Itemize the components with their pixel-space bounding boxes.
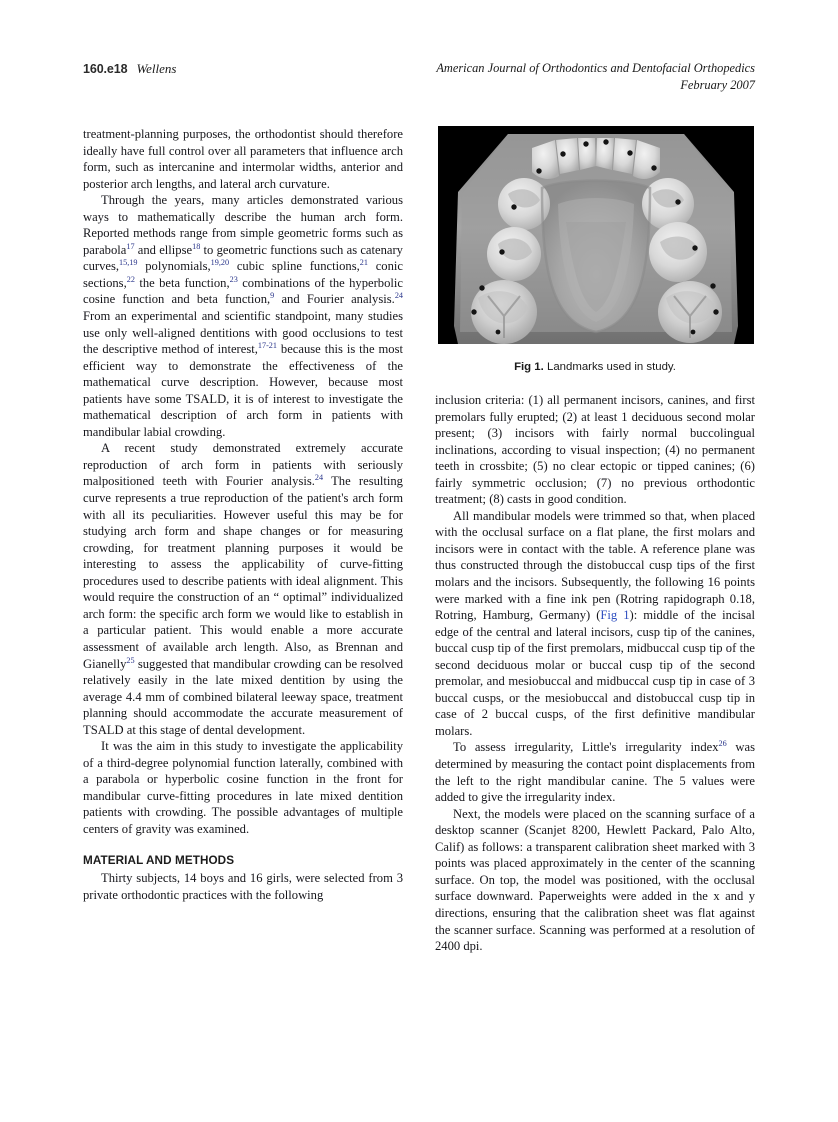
landmark-point (627, 150, 632, 155)
body-text: From an experimental and scientific standpoint, many studies use only well-aligned dentitions with good occlusions to test the descriptive method of interest, (83, 309, 403, 357)
citation-reference[interactable]: 17 (126, 241, 135, 251)
citation-reference[interactable]: 24 (314, 473, 324, 483)
paragraph (83, 738, 403, 837)
body-text: treatment-planning purposes, the orthodontist should therefore ideally have full control over all parameters that influence arch form, such as intercanine and intermolar widths, anterior and posterior arch lengths, and lateral arch curvature. (83, 127, 403, 191)
landmark-point (536, 168, 541, 173)
landmark-point (710, 283, 715, 288)
landmark-point (560, 151, 565, 156)
landmark-point (499, 249, 504, 254)
body-text: Next, the models were placed on the scanning surface of a desktop scanner (Scanjet 8200, Hewlett Packard, Palo Alto, Calif) as follows: a transparent calibration sheet marked with 3 points was placed approximately in the center of the scanning surface. On top, the model was positioned, with the occlusal surface downward. Paperweights were added in the x and y directions, ensuring that the calibration sheet was flat against the scanner surface. Scanning was performed at a resolution of 2400 dpi. (435, 806, 755, 954)
paragraph (435, 392, 755, 508)
figure-1-caption-text: Landmarks used in study. (546, 361, 676, 373)
paragraph (435, 508, 755, 740)
paragraph (435, 806, 755, 955)
running-author: Wellens (136, 61, 177, 76)
citation-reference[interactable]: 9 (270, 291, 275, 301)
landmark-point (511, 204, 516, 209)
citation-reference[interactable]: 24 (394, 291, 403, 301)
citation-reference[interactable]: 23 (229, 274, 238, 284)
figure-1-caption (435, 361, 755, 373)
running-head-left (83, 60, 176, 78)
landmark-point (603, 139, 608, 144)
landmark-point (675, 199, 680, 204)
landmark-point (651, 165, 656, 170)
paragraph (83, 440, 403, 738)
figure-1-image (438, 126, 754, 344)
citation-reference[interactable]: 26 (718, 739, 727, 749)
citation-reference[interactable]: 22 (126, 274, 135, 284)
issue-date: February 2007 (680, 78, 755, 92)
landmark-point (479, 285, 484, 290)
body-text: suggested that mandibular crowding can be resolved relatively easily in the late mixed dentition by using the average 4.4 mm of combined bilateral leeway space, treatment planning should accommodate the accurate measurement of TSALD at this stage of dental development. (83, 656, 403, 737)
body-text: combinations of the hyperbolic cosine function and beta function, (83, 275, 403, 307)
landmark-point (471, 309, 476, 314)
right-column-paragraphs (435, 392, 755, 955)
left-column (83, 126, 403, 903)
citation-reference[interactable]: 21 (359, 258, 368, 268)
tooth-lateral-incisor-left (556, 138, 579, 174)
citation-reference[interactable]: 17-21 (257, 341, 277, 351)
body-text: It was the aim in this study to investigate the applicability of a third-degree polynomial function laterally, combined with a parabola or hyperbolic cosine function in the front for mandibular curve-fitting procedures in late mixed dentition patients with crowding. The possible advantages of multiple centers of gravity was examined. (83, 739, 403, 836)
page-folio: 160.e18 (83, 62, 128, 76)
paragraph (83, 870, 403, 903)
journal-title: American Journal of Orthodontics and Dentofacial Orthopedics (436, 61, 755, 75)
body-text: All mandibular models were trimmed so that, when placed with the occlusal surface on a flat plane, the first molars and incisors were in contact with the table. A reference plane was thus constructed through the distobuccal cusp tips of the first molars and the incisors. Subsequently, the following 16 points were marked with a fine ink pen (Rotring rapidograph 0.18, Rotring, Hamburg, Germany) ( (435, 508, 755, 623)
body-text: inclusion criteria: (1) all permanent incisors, canines, and first premolars fully erupted; (2) at least 1 deciduous second molar present; (3) incisors with fairly normal buccolingual inclinations, according to visual inspection; (4) no permanent teeth in crossbite; (5) no clear ectopic or tipped canines; (6) fairly symmetric occlusion; (7) no previous orthodontic treatment; (8) casts in good condition. (435, 393, 755, 507)
body-text: polynomials, (137, 259, 211, 274)
citation-reference[interactable]: 19,20 (210, 258, 230, 268)
body-text: The resulting curve represents a true reproduction of the patient's arch form with all its peculiarities. However useful this may be for studying arch form and shape changes or for measuring crowding, for treatment planning purposes it would be interesting to assess the applicability of curve-fitting procedures used to describe patients with ideal alignment. This would require the construction of an “ optimal” individualized arch form: the specific arch form we would like to establish in a particular patient. This would enable a more accurate assessment of available arch length. Also, as Brennan and Gianelly (83, 474, 403, 671)
landmark-point (692, 245, 697, 250)
paragraph (83, 126, 403, 192)
paragraph (435, 739, 755, 805)
figure-1 (435, 126, 755, 373)
body-text: conic sections, (83, 259, 403, 290)
body-text: the beta function, (134, 275, 230, 290)
citation-reference[interactable]: 15,19 (119, 258, 138, 268)
body-text: and Fourier analysis. (274, 292, 395, 307)
dental-cast-photo (438, 126, 754, 344)
citation-reference[interactable]: 25 (126, 655, 135, 665)
left-column-paragraphs (83, 126, 403, 838)
body-text: was determined by measuring the contact point displacements from the left to the right mandibular canine. The 5 values were added to give the irregularity index. (435, 740, 755, 805)
tooth-lateral-incisor-right (613, 138, 636, 174)
figure-cross-reference-link[interactable]: Fig 1 (600, 608, 630, 623)
running-head (83, 60, 755, 104)
body-text: cubic spline functions, (229, 259, 360, 274)
landmark-point (691, 330, 696, 335)
body-text: to geometric functions such as catenary curves, (83, 242, 403, 274)
body-text: Through the years, many articles demonstrated various ways to mathematically describe the human arch form. Reported methods range from simple geometric forms such as parabola (83, 193, 403, 257)
landmark-point (583, 141, 588, 146)
landmark-point (713, 309, 718, 314)
figure-1-label: Fig 1. (514, 361, 544, 373)
body-text: and ellipse (134, 242, 193, 257)
section-heading-material-and-methods: MATERIAL AND METHODS (83, 853, 235, 867)
body-text: To assess irregularity, Little's irregularity index (453, 740, 719, 755)
paragraph (83, 192, 403, 440)
right-column (435, 392, 755, 955)
body-text: ): middle of the incisal edge of the central and lateral incisors, cusp tip of the canines, buccal cusp tip of the first premolars, midbuccal cusp tip of the second deciduous molar or buccal cusp tip of the second premolar, and mesiobuccal and midbuccal cusp tip in case of 3 buccal cusps, or the mesiobuccal and distobuccal cusp tip in case of 2 buccal cusps, of the first definitive mandibular molars. (435, 608, 756, 738)
landmark-point (496, 330, 501, 335)
body-text: A recent study demonstrated extremely accurate reproduction of arch form in patients with seriously malpositioned teeth with Fourier analysis. (83, 441, 403, 489)
left-column-paragraphs-after-heading (83, 870, 403, 903)
citation-reference[interactable]: 18 (192, 241, 201, 251)
body-text: because this is the most efficient way to demonstrate the effectiveness of the mathematical curve description. However, because most patients have some TSALD, it is of interest to investigate the mathematical description of arch form in patients with mandibular labial crowding. (83, 342, 403, 439)
running-head-right (436, 60, 755, 94)
body-text: Thirty subjects, 14 boys and 16 girls, were selected from 3 private orthodontic practices with the following (83, 871, 403, 902)
